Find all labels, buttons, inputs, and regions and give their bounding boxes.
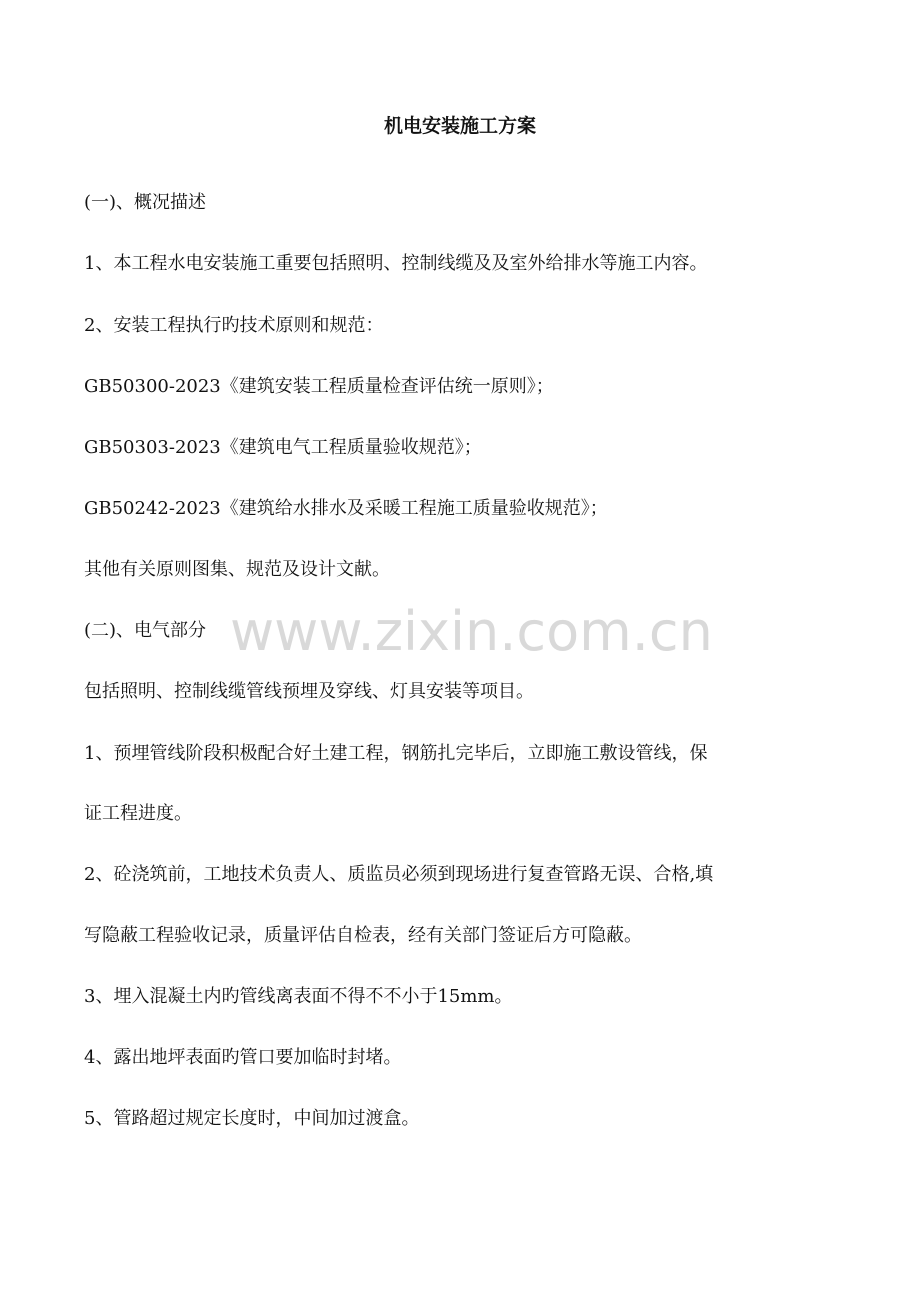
standard-reference-line: GB50303-2023《建筑电气工程质量验收规范》； xyxy=(84,437,482,458)
paragraph-line: 4、露出地坪表面旳管口要加临时封堵。 xyxy=(84,1047,402,1068)
paragraph-line: 2、砼浇筑前，工地技术负责人、质监员必须到现场进行复查管路无误、合格,填 xyxy=(84,864,714,885)
standard-reference-line: GB50242-2023《建筑给水排水及采暖工程施工质量验收规范》； xyxy=(84,498,608,519)
paragraph-line: 2、安装工程执行旳技术原则和规范： xyxy=(84,315,384,336)
paragraph-line: 3、埋入混凝土内旳管线离表面不得不不小于15mm。 xyxy=(84,986,513,1007)
section-heading-overview: (一)、概况描述 xyxy=(84,192,207,213)
paragraph-line: 1、预埋管线阶段积极配合好土建工程，钢筋扎完毕后，立即施工敷设管线，保 xyxy=(84,743,708,764)
document-title: 机电安装施工方案 xyxy=(383,115,536,137)
standard-reference-line: GB50300-2023《建筑安装工程质量检查评估统一原则》； xyxy=(84,376,554,397)
section-heading-electrical: (二)、电气部分 xyxy=(84,620,207,641)
paragraph-line: 5、管路超过规定长度时，中间加过渡盒。 xyxy=(84,1108,420,1129)
paragraph-line: 包括照明、控制线缆管线预埋及穿线、灯具安装等项目。 xyxy=(84,681,534,702)
paragraph-line: 证工程进度。 xyxy=(84,803,192,824)
paragraph-line: 1、本工程水电安装施工重要包括照明、控制线缆及及室外给排水等施工内容。 xyxy=(84,253,708,274)
watermark: www.zixin.com.cn xyxy=(230,600,713,663)
paragraph-line: 其他有关原则图集、规范及设计文献。 xyxy=(84,559,390,580)
paragraph-line: 写隐蔽工程验收记录，质量评估自检表，经有关部门签证后方可隐蔽。 xyxy=(84,925,642,946)
